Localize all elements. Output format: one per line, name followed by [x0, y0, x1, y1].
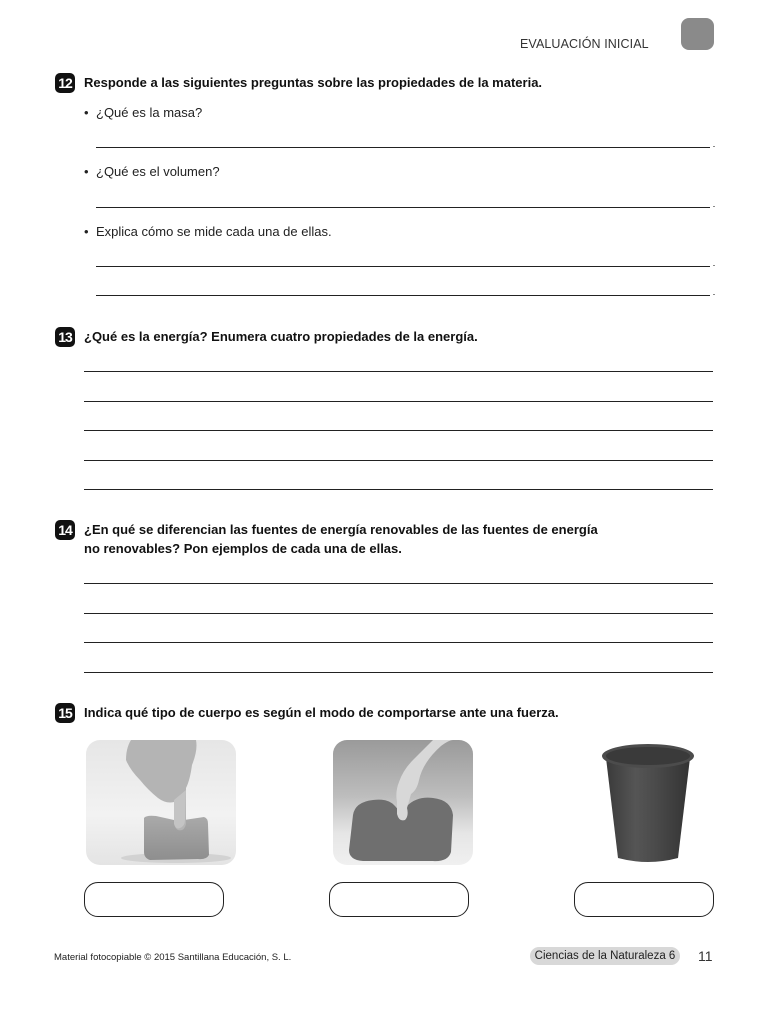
- question-number: 13: [55, 327, 75, 347]
- answer-line[interactable]: [84, 430, 713, 431]
- answer-line[interactable]: [96, 147, 710, 148]
- section-tab-marker: [681, 18, 714, 50]
- sub-question: • ¿Qué es la masa?: [84, 105, 203, 120]
- question-prompt: Indica qué tipo de cuerpo es según el modo de comportarse ante una fuerza.: [84, 705, 559, 720]
- question-prompt-line-1: ¿En qué se diferencian las fuentes de energía renovables de las fuentes de energía: [84, 522, 598, 537]
- book-title-badge: Ciencias de la Naturaleza 6: [530, 947, 680, 965]
- answer-box[interactable]: [574, 882, 714, 917]
- finger-pressing-plasticine-icon: [86, 740, 236, 865]
- answer-box[interactable]: [84, 882, 224, 917]
- answer-line[interactable]: [96, 207, 710, 208]
- question-prompt-line-2: no renovables? Pon ejemplos de cada una de ellas.: [84, 541, 402, 556]
- answer-line[interactable]: [84, 371, 713, 372]
- page-number: 11: [698, 948, 713, 964]
- answer-box[interactable]: [329, 882, 469, 917]
- finger-pressing-sponge-icon: [333, 740, 473, 865]
- answer-line[interactable]: [84, 672, 713, 673]
- copyright-notice: Material fotocopiable © 2015 Santillana Educación, S. L.: [54, 952, 292, 963]
- bullet-icon: •: [84, 105, 89, 120]
- question-prompt: ¿Qué es la energía? Enumera cuatro propiedades de la energía.: [84, 329, 478, 344]
- answer-line[interactable]: [96, 295, 710, 296]
- answer-line[interactable]: [84, 460, 713, 461]
- answer-line[interactable]: [84, 642, 713, 643]
- answer-line[interactable]: [84, 613, 713, 614]
- question-prompt: Responde a las siguientes preguntas sobre las propiedades de la materia.: [84, 75, 543, 90]
- question-number: 12: [55, 73, 75, 93]
- section-title: EVALUACIÓN INICIAL: [520, 37, 649, 51]
- question-number: 15: [55, 703, 75, 723]
- plastic-cup-icon: [598, 740, 698, 865]
- bullet-icon: •: [84, 224, 89, 239]
- answer-line[interactable]: [84, 583, 713, 584]
- sub-question: • ¿Qué es el volumen?: [84, 164, 220, 179]
- answer-line[interactable]: [84, 489, 713, 490]
- question-number: 14: [55, 520, 75, 540]
- sub-question: • Explica cómo se mide cada una de ellas.: [84, 224, 332, 239]
- bullet-icon: •: [84, 164, 89, 179]
- answer-line[interactable]: [96, 266, 710, 267]
- answer-line[interactable]: [84, 401, 713, 402]
